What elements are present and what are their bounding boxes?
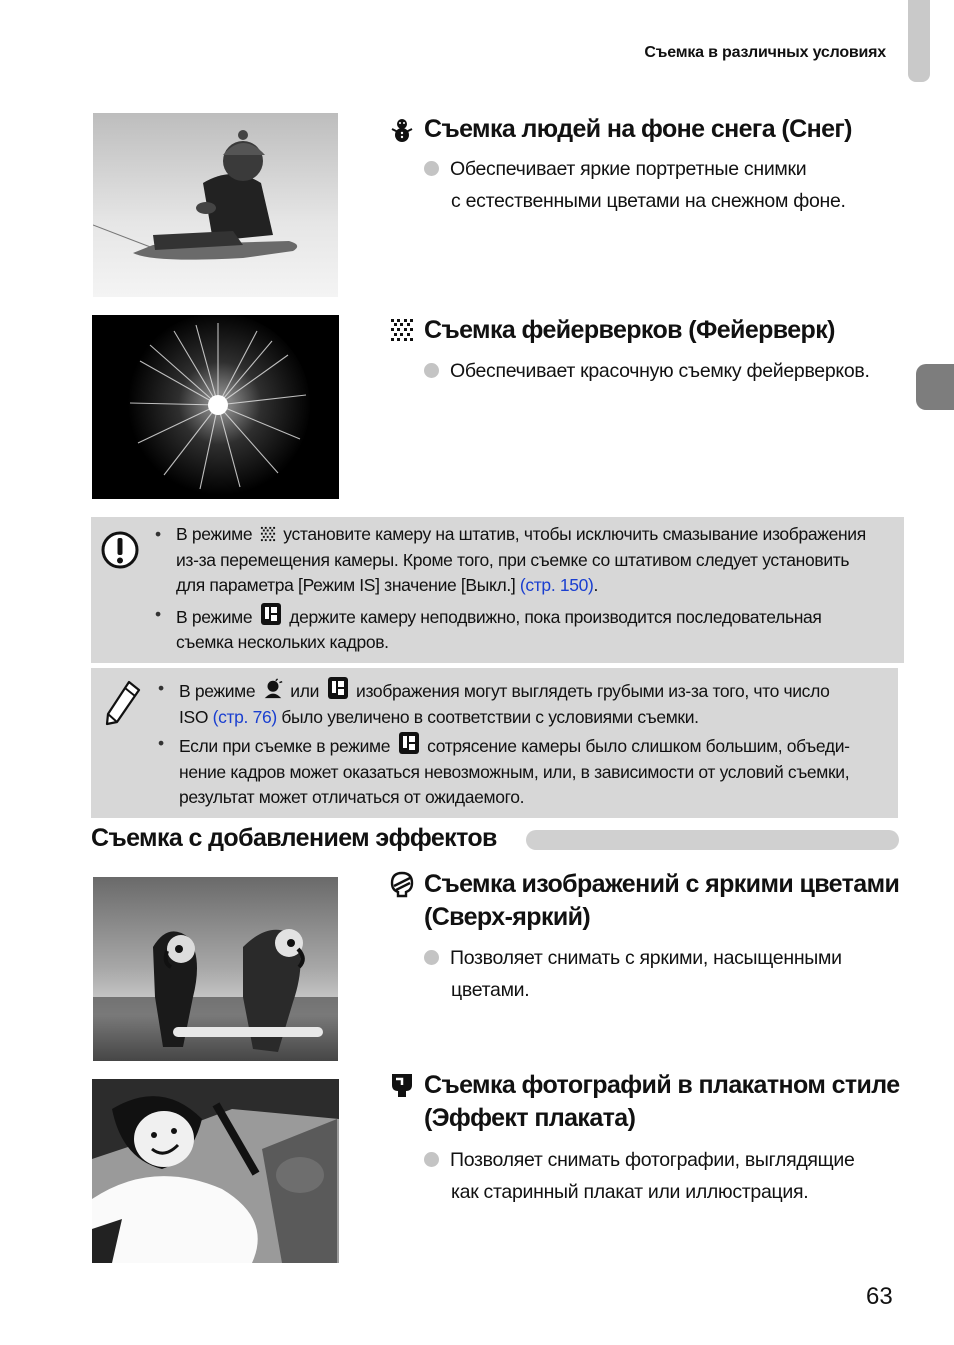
night-portrait-icon <box>262 678 284 700</box>
text-segment: или <box>290 681 319 701</box>
pencil-icon <box>103 678 145 728</box>
text-segment: было увеличено в соответствии с условиями съемки. <box>281 706 699 727</box>
bullet-dot <box>424 363 439 378</box>
super-vivid-bullet-cont: цветами. <box>451 979 530 1001</box>
snowman-icon <box>388 115 416 143</box>
title-line: (Сверх-яркий) <box>424 903 591 931</box>
super-vivid-bullet-text: Позволяет снимать с яркими, насыщенными <box>450 947 842 969</box>
poster-effect-icon <box>388 1071 416 1099</box>
text-segment: из-за перемещения камеры. Кроме того, при съемке со штативом следует установить <box>176 549 850 570</box>
text-segment: установите камеру на штатив, чтобы исключить смазывание изображения <box>283 524 866 544</box>
text-segment: изображения могут выглядеть грубыми из-за того, что число <box>356 681 830 701</box>
fireworks-icon <box>259 525 277 543</box>
text-segment: В режиме <box>176 606 253 627</box>
caution-bullet-1 <box>155 522 900 599</box>
chapter-tab-marker <box>916 364 954 410</box>
page-ref-link-76[interactable]: (стр. 76) <box>212 706 277 727</box>
text-segment: держите камеру неподвижно, пока производится последовательная <box>289 606 822 627</box>
poster-title-text <box>424 1069 900 1135</box>
bullet-dot: • <box>158 733 164 753</box>
poster-photo <box>92 1079 339 1263</box>
caution-text <box>155 522 900 656</box>
bullet-dot <box>424 950 439 965</box>
fireworks-bullet-text: Обеспечивает красочную съемку фейерверков. <box>450 360 870 382</box>
bullet-dot: • <box>158 678 164 698</box>
header-title: Съемка в различных условиях <box>644 44 886 61</box>
text-segment: для параметра [Режим IS] значение [Выкл.] <box>176 575 516 595</box>
super-vivid-icon <box>388 870 416 898</box>
chapter-tab-top <box>908 0 930 82</box>
text-segment: съемка нескольких кадров. <box>176 632 389 652</box>
fireworks-bullet <box>424 355 870 387</box>
fireworks-photo <box>92 315 339 499</box>
memo-text <box>158 676 894 811</box>
heading-rule <box>526 830 899 850</box>
snow-title-text: Съемка людей на фоне снега (Снег) <box>424 115 852 143</box>
poster-section-title <box>388 1069 900 1135</box>
super-vivid-bullet <box>424 942 842 974</box>
fireworks-icon <box>388 316 416 344</box>
bullet-dot <box>424 161 439 176</box>
title-line: (Эффект плаката) <box>424 1104 636 1132</box>
title-line: Съемка изображений с яркими цветами <box>424 870 900 898</box>
snow-bullet-cont: с естественными цветами на снежном фоне. <box>451 190 846 212</box>
caution-icon <box>100 530 140 570</box>
text-segment: сотрясение камеры было слишком большим, объеди- <box>427 736 850 756</box>
bullet-dot <box>424 1152 439 1167</box>
handheld-night-icon <box>259 602 283 626</box>
snow-photo <box>93 113 338 297</box>
fireworks-section-title <box>388 314 835 347</box>
poster-bullet-cont: как старинный плакат или иллюстрация. <box>451 1181 809 1203</box>
handheld-night-icon <box>397 731 421 755</box>
handheld-night-icon <box>326 676 350 700</box>
text-segment: Если при съемке в режиме <box>179 736 391 756</box>
caution-bullet-2 <box>155 602 900 656</box>
text-segment: ISO <box>179 706 209 727</box>
title-line: Съемка фотографий в плакатном стиле <box>424 1071 900 1099</box>
memo-bullet-1 <box>158 676 894 730</box>
text-segment: . <box>593 575 598 595</box>
parrots-photo <box>93 877 338 1061</box>
super-vivid-title-text <box>424 868 899 934</box>
text-segment: В режиме <box>176 524 253 544</box>
poster-bullet <box>424 1144 855 1176</box>
text-segment: результат может отличаться от ожидаемого. <box>179 787 525 807</box>
snow-bullet <box>424 153 806 185</box>
snow-section-title <box>388 113 852 146</box>
page-number: 63 <box>866 1283 893 1310</box>
effects-heading: Съемка с добавлением эффектов <box>91 824 497 852</box>
memo-bullet-2 <box>158 731 894 811</box>
super-vivid-section-title <box>388 868 899 934</box>
bullet-dot: • <box>155 524 161 544</box>
poster-bullet-text: Позволяет снимать фотографии, выглядящие <box>450 1149 855 1171</box>
snow-bullet-text: Обеспечивает яркие портретные снимки <box>450 158 807 180</box>
bullet-dot: • <box>155 603 161 624</box>
text-segment: В режиме <box>179 681 256 701</box>
text-segment: нение кадров может оказаться невозможным, или, в зависимости от условий съемки, <box>179 761 850 782</box>
page-ref-link-150[interactable]: (стр. 150) <box>519 575 594 595</box>
fireworks-title-text: Съемка фейерверков (Фейерверк) <box>424 316 835 344</box>
